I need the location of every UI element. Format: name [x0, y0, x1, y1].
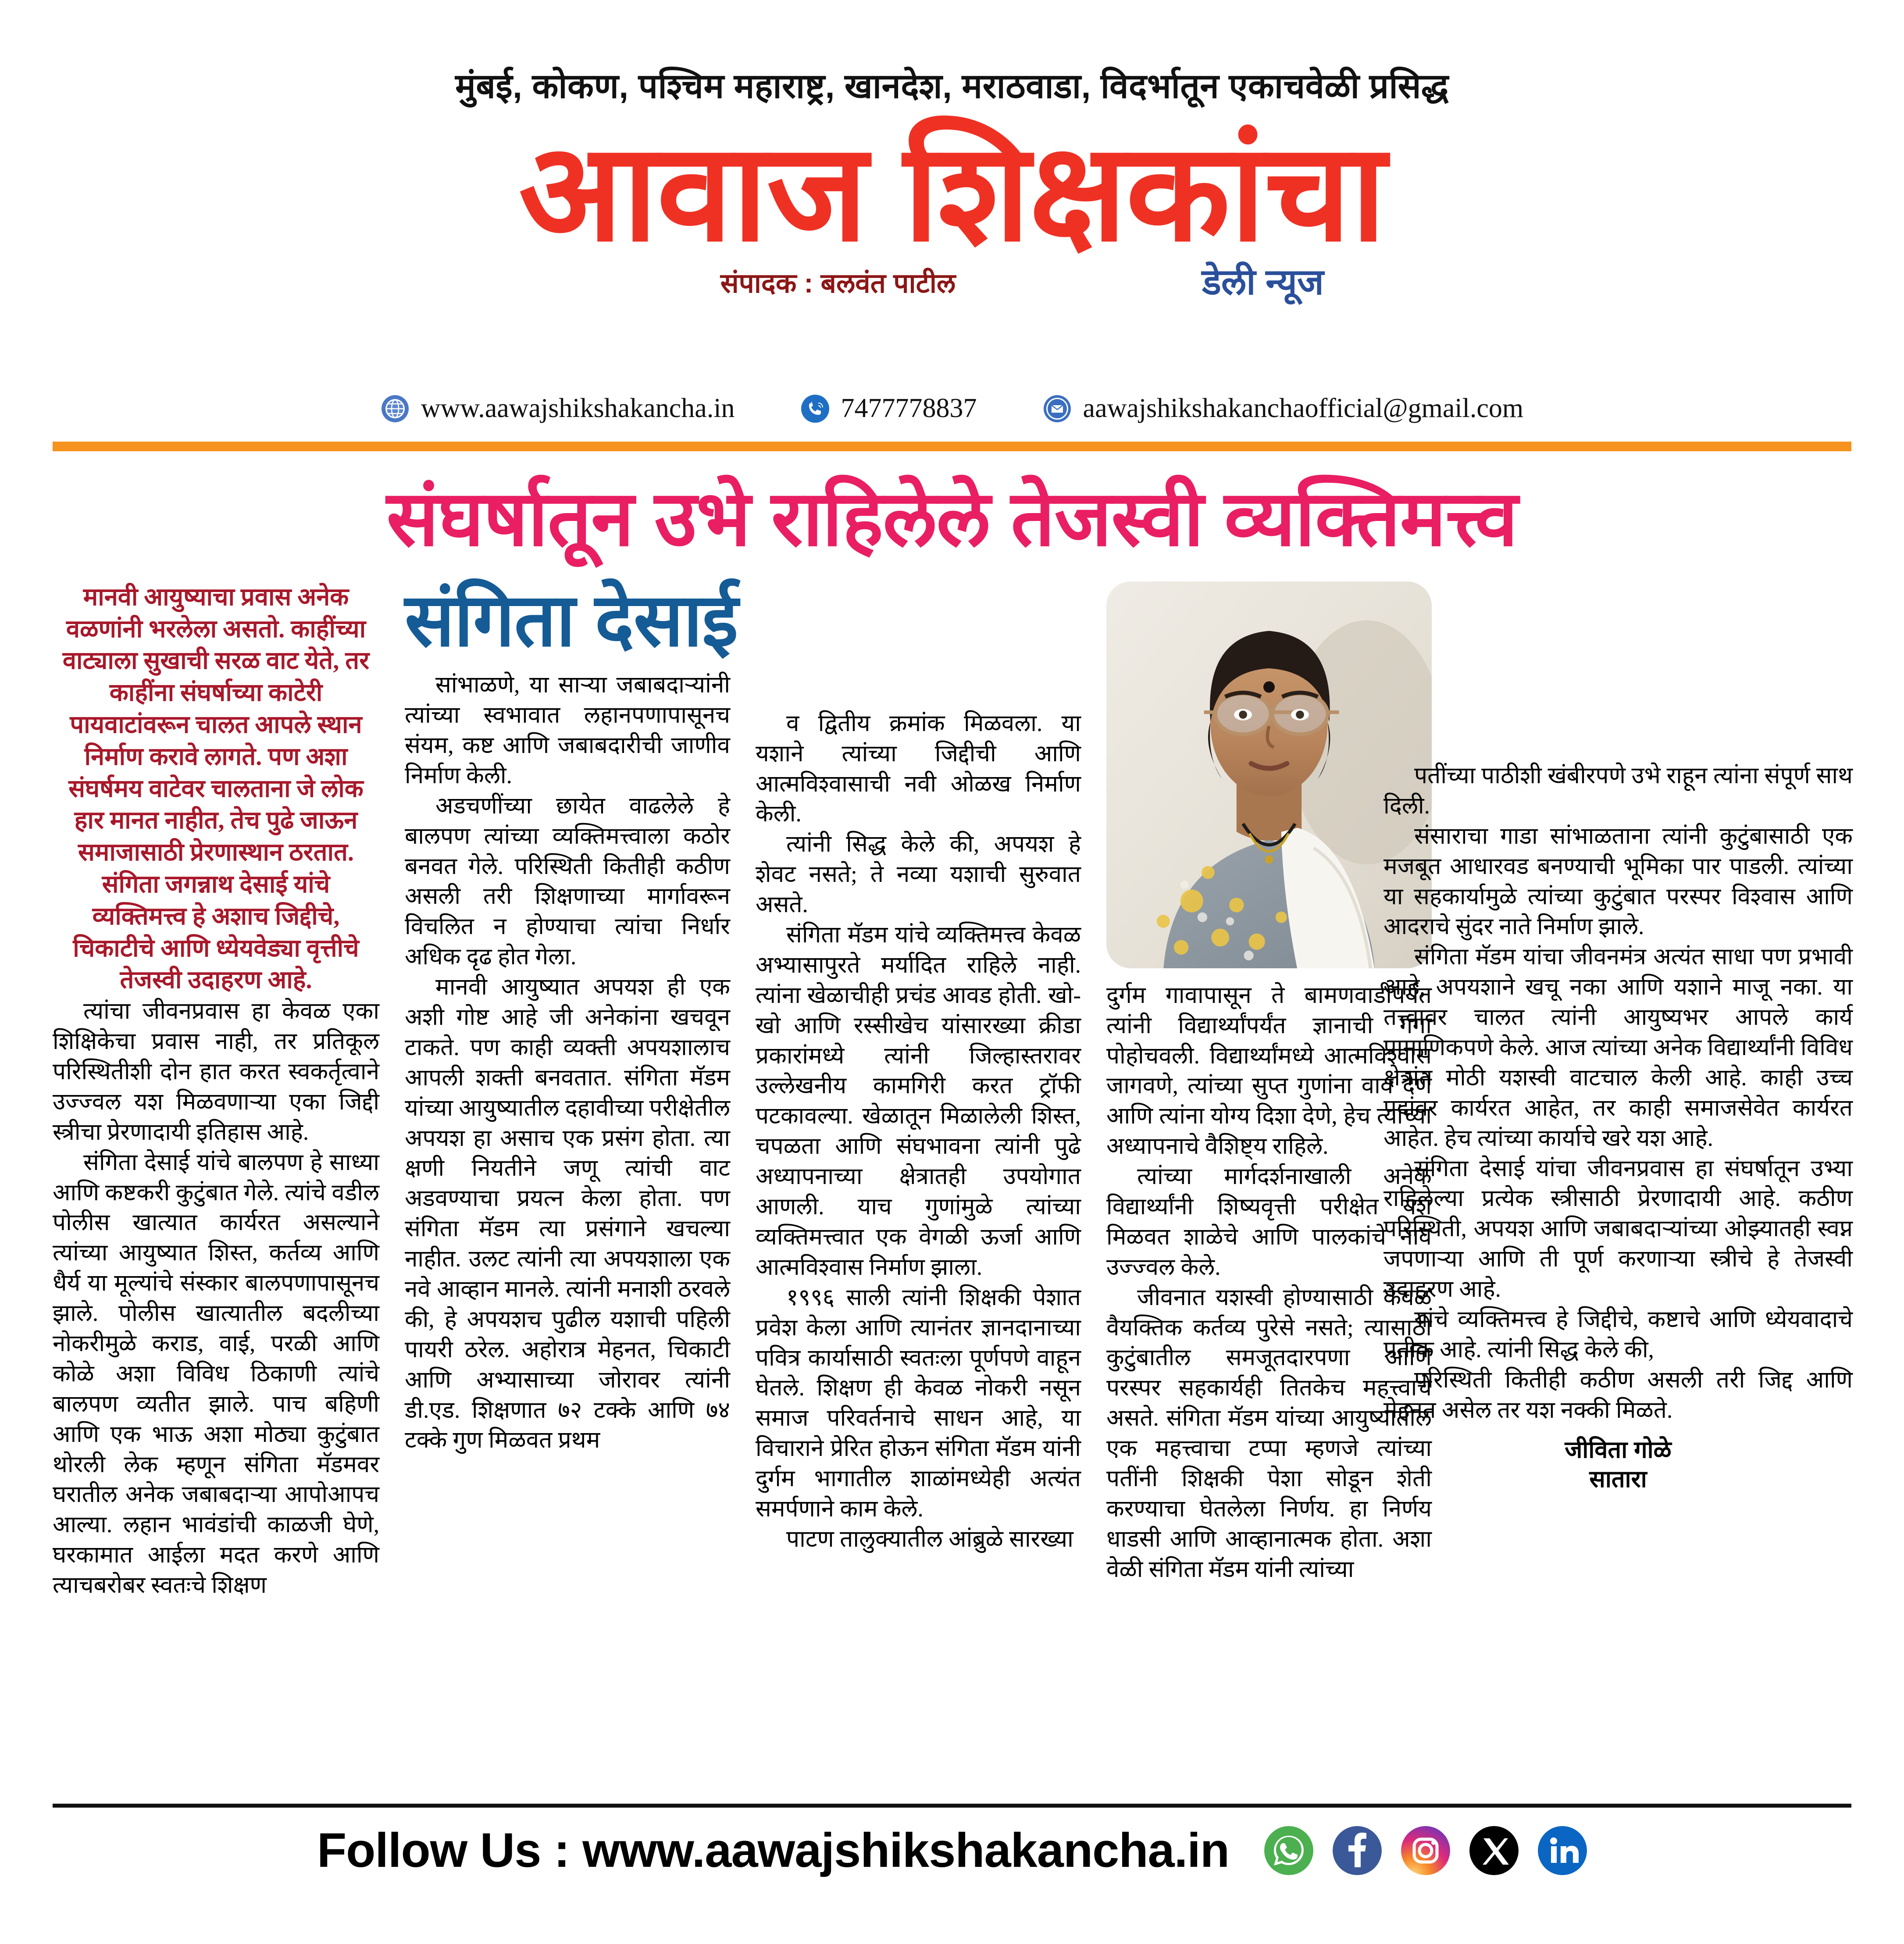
- contact-bar: [53, 393, 1851, 424]
- instagram-icon[interactable]: [1401, 1826, 1450, 1875]
- mail-icon: [1043, 394, 1072, 423]
- daily-news-label: डेली न्यूज: [1202, 262, 1324, 302]
- paragraph: त्यांनी सिद्ध केले की, अपयश हे शेवट नसते; ते नव्या यशाची सुरुवात असते.: [756, 831, 1081, 918]
- paragraph: मानवी आयुष्यात अपयश ही एक अशी गोष्ट आहे जी अनेकांना खचवून टाकते. पण काही व्यक्ती अपयशालाच आपली शक्ती बनवतात. संगिता मॅडम यांच्या आयुष्यातील दहावीच्या परीक्षेतील अपयश हा असाच एक प्रसंग होता. त्या क्षणी नियतीने जणू त्यांची वाट अडवण्याचा प्रयत्न केला होता. पण संगिता मॅडम त्या प्रसंगाने खचल्या नाहीत. उलट त्यांनी त्या अपयशाला एक नवे आव्हान मानले. त्यांनी मनाशी ठरवले की, हे अपयशच पुढील यशाची पहिली पायरी ठरेल. अहोरात्र मेहनत, चिकाटी आणि अभ्यासाच्या जोरावर त्यांनी डी.एड. शिक्षणात ७२ टक्के आणि ७४ टक्के गुण मिळवत प्रथम: [405, 974, 730, 1453]
- whatsapp-icon[interactable]: [1264, 1826, 1313, 1875]
- email-item[interactable]: [1043, 393, 1524, 424]
- paragraph: दुर्गम गावापासून ते बामणवाडीपर्यंत त्यांनी विद्यार्थ्यांपर्यंत ज्ञानाची गंगा पोहोचवली. विद्यार्थ्यांमध्ये आत्मविश्वास जागवणे, त्यांच्या सुप्त गुणांना वाव देणे आणि त्यांना योग्य दिशा देणे, हेच त्यांच्या अध्यापनाचे वैशिष्ट्य राहिले.: [1106, 982, 1432, 1159]
- paragraph: संगिता मॅडम यांचे व्यक्तिमत्त्व केवळ अभ्यासापुरते मर्यादित राहिले नाही. त्यांना खेळाचीही प्रचंड आवड होती. खो-खो आणि रस्सीखेच यांसारख्या क्रीडा प्रकारांमध्ये त्यांनी जिल्हास्तरावर उल्लेखनीय कामगिरी करत ट्रॉफी पटकावल्या. खेळातून मिळालेली शिस्त, चपळता आणि संघभावना त्यांनी पुढे अध्यापनाच्या क्षेत्रातही उपयोगात आणली. याच गुणांमुळे त्यांच्या व्यक्तिमत्त्वात एक वेगळी ऊर्जा आणि आत्मविश्वास निर्माण झाला.: [756, 922, 1081, 1280]
- paragraph: अडचणींच्या छायेत वाढलेले हे बालपण त्यांच्या व्यक्तिमत्त्वाला कठोर बनवत गेले. परिस्थिती कितीही कठीण असली तरी शिक्षणाच्या मार्गावरून विचलित न होण्याचा त्यांचा निर्धार अधिक दृढ होत गेला.: [405, 793, 730, 970]
- masthead-subrow: [53, 256, 1851, 304]
- follow-us-label: Follow Us : www.aawajshikshakancha.in: [317, 1823, 1230, 1877]
- subject-name-heading: संगिता देसाई: [405, 578, 738, 661]
- article-lead: मानवी आयुष्याचा प्रवास अनेक वळणांनी भरलेला असतो. काहींच्या वाट्याला सुखाची सरळ वाट येते, तर काहींना संघर्षाच्या काटेरी पायवाटांवरून चालत आपले स्थान निर्माण करावे लागते. पण अशा संघर्षमय वाटेवर चालताना जे लोक हार मानत नाहीत, तेच पुढे जाऊन समाजासाठी प्रेरणास्थान ठरतात. संगिता जगन्नाथ देसाई यांचे व्यक्तिमत्त्व हे अशाच जिद्दीचे, चिकाटीचे आणि ध्येयवेड्या वृत्तीचे तेजस्वी उदाहरण आहे.: [62, 583, 370, 994]
- masthead: [53, 116, 1851, 383]
- paragraph: १९९६ साली त्यांनी शिक्षकी पेशात प्रवेश केला आणि त्यानंतर ज्ञानदानाच्या पवित्र कार्यासाठी स्वतःला पूर्णपणे वाहून घेतले. शिक्षण ही केवळ नोकरी नसून समाज परिवर्तनाचे साधन आहे, या विचाराने प्रेरित होऊन संगिता मॅडम यांनी दुर्गम भागातील शाळांमध्येही अत्यंत समर्पणाने काम केले.: [756, 1284, 1081, 1522]
- paragraph: पाटण तालुक्यातील आंब्रुळे सारख्या: [786, 1526, 1073, 1552]
- byline-place: सातारा: [1589, 1466, 1647, 1493]
- masthead-title: आवाज शिक्षकांचा: [518, 116, 1385, 268]
- website-text: www.aawajshikshakancha.in: [421, 393, 735, 423]
- column-3: [756, 581, 1081, 1601]
- paragraph: संसाराचा गाडा सांभाळताना त्यांनी कुटुंबासाठी एक मजबूत आधारवड बनण्याची भूमिका पार पाडली. त्यांच्या या सहकार्यामुळे त्यांच्या कुटुंबात परस्पर विश्वास आणि आदराचे सुंदर नाते निर्माण झाले.: [1383, 823, 1853, 940]
- byline-author: जीविता गोळे: [1565, 1436, 1672, 1463]
- name-heading-spacer: [756, 581, 1081, 709]
- strapline: मुंबई, कोकण, पश्चिम महाराष्ट्र, खानदेश, मराठवाडा, विदर्भातून एकाचवेळी प्रसिद्ध: [455, 67, 1449, 105]
- facebook-icon[interactable]: [1333, 1826, 1382, 1875]
- footer-divider: [53, 1804, 1851, 1808]
- paragraph: यांचे व्यक्तिमत्त्व हे जिद्दीचे, कष्टाचे आणि ध्येयवादाचे प्रतीक आहे. त्यांनी सिद्ध केले की,: [1383, 1307, 1853, 1363]
- byline: [1383, 1435, 1853, 1495]
- website-item[interactable]: [381, 393, 735, 424]
- paragraph: सांभाळणे, या साऱ्या जबाबदाऱ्यांनी त्यांच्या स्वभावात लहानपणापासूनच संयम, कष्ट आणि जबाबदारीची जाणीव निर्माण केली.: [405, 672, 730, 788]
- paragraph: संगिता देसाई यांचा जीवनप्रवास हा संघर्षातून उभ्या राहिलेल्या प्रत्येक स्त्रीसाठी प्रेरणादायी आहे. कठीण परिस्थिती, अपयश आणि जबाबदाऱ्यांच्या ओझ्यातही स्वप्न जपणाऱ्या आणि ती पूर्ण करणाऱ्या स्त्रीचे हे तेजस्वी उदाहरण आहे.: [1383, 1156, 1853, 1302]
- paragraph: संगिता मॅडम यांचा जीवनमंत्र अत्यंत साधा पण प्रभावी आहे, अपयशाने खचू नका आणि यशाने माजू नका. या तत्त्वावर चालत त्यांनी आयुष्यभर आपले कार्य प्रामाणिकपणे केले. आज त्यांच्या अनेक विद्यार्थ्यांनी विविध क्षेत्रांत मोठी यशस्वी वाटचाल केली आहे. काही उच्च पदांवर कार्यरत आहेत, तर काही समाजसेवेत कार्यरत आहेत. हेच त्यांच्या कार्याचे खरे यश आहे.: [1383, 944, 1853, 1151]
- phone-item[interactable]: [801, 393, 977, 424]
- globe-icon: [381, 394, 410, 423]
- column-2: [405, 578, 738, 1601]
- paragraph: त्यांच्या मार्गदर्शनाखाली अनेक विद्यार्थ्यांनी शिष्यवृत्ती परीक्षेत यश मिळवत शाळेचे आणि पालकांचे नाव उज्ज्वल केले.: [1106, 1164, 1432, 1280]
- footer: [53, 1823, 1851, 1878]
- column-4: [1106, 581, 1432, 1601]
- social-links: [1264, 1826, 1587, 1875]
- column-1: [53, 581, 379, 1601]
- subject-photo-illustration: [1106, 581, 1432, 968]
- paragraph: संगिता देसाई यांचे बालपण हे साध्या आणि कष्टकरी कुटुंबात गेले. त्यांचे वडील पोलीस खात्यात कार्यरत असल्याने त्यांच्या आयुष्यात शिस्त, कर्तव्य आणि धैर्य या मूल्यांचे संस्कार बालपणापासूनच झाले. पोलीस खात्यातील बदलीच्या नोकरीमुळे कराड, वाई, परळी आणि कोळे अशा विविध ठिकाणी त्यांचे बालपण व्यतीत झाले. पाच बहिणी आणि एक भाऊ अशा मोठ्या कुटुंबात थोरली लेक म्हणून संगिता मॅडमवर घरातील अनेक जबाबदाऱ्या आपोआपच आल्या. लहान भावंडांची काळजी घेणे, घरकामात आईला मदत करणे आणि त्याचबरोबर स्वतःचे शिक्षण: [53, 1149, 379, 1598]
- paragraph: त्यांचा जीवनप्रवास हा केवळ एका शिक्षिकेचा प्रवास नाही, तर प्रतिकूल परिस्थितीशी दोन हात करत स्वकर्तृत्वाने उज्ज्वल यश मिळवणाऱ्या एका जिद्दी स्त्रीचा प्रेरणादायी इतिहास आहे.: [53, 999, 379, 1145]
- column-5: [1383, 761, 1853, 1495]
- phone-icon: [801, 394, 830, 423]
- paragraph: पतींच्या पाठीशी खंबीरपणे उभे राहून त्यांना संपूर्ण साथ दिली.: [1383, 763, 1853, 819]
- article-headline: संघर्षातून उभे राहिलेले तेजस्वी व्यक्तिमत्त्व: [386, 476, 1518, 562]
- paragraph: जीवनात यशस्वी होण्यासाठी केवळ वैयक्तिक कर्तव्य पुरेसे नसते; त्यासाठी कुटुंबातील समजूतदारपणा आणि परस्पर सहकार्यही तितकेच महत्त्वाचे असते. संगिता मॅडम यांच्या आयुष्यातील एक महत्त्वाचा टप्पा म्हणजे त्यांच्या पतींनी शिक्षकी पेशा सोडून शेती करण्याचा घेतलेला निर्णय. हा निर्णय धाडसी आणि आव्हानात्मक होता. अशा वेळी संगिता मॅडम यांनी त्यांच्या: [1106, 1284, 1432, 1582]
- editor-credit: संपादक : बलवंत पाटील: [720, 268, 956, 299]
- paragraph: व द्वितीय क्रमांक मिळवला. या यशाने त्यांच्या जिद्दीची आणि आत्मविश्वासाची नवी ओळख निर्माण केली.: [756, 710, 1081, 827]
- linkedin-icon[interactable]: [1538, 1826, 1587, 1875]
- paragraph: परिस्थिती कितीही कठीण असली तरी जिद्द आणि मेहनत असेल तर यश नक्की मिळते.: [1383, 1367, 1853, 1423]
- phone-text: 7477778837: [841, 393, 977, 423]
- footer-area: [53, 1784, 1851, 1878]
- newspaper-page: [0, 61, 1904, 1944]
- orange-divider: [53, 442, 1851, 451]
- x-twitter-icon[interactable]: [1469, 1826, 1519, 1875]
- subject-photo: [1106, 581, 1432, 968]
- email-text: aawajshikshakanchaofficial@gmail.com: [1083, 393, 1524, 423]
